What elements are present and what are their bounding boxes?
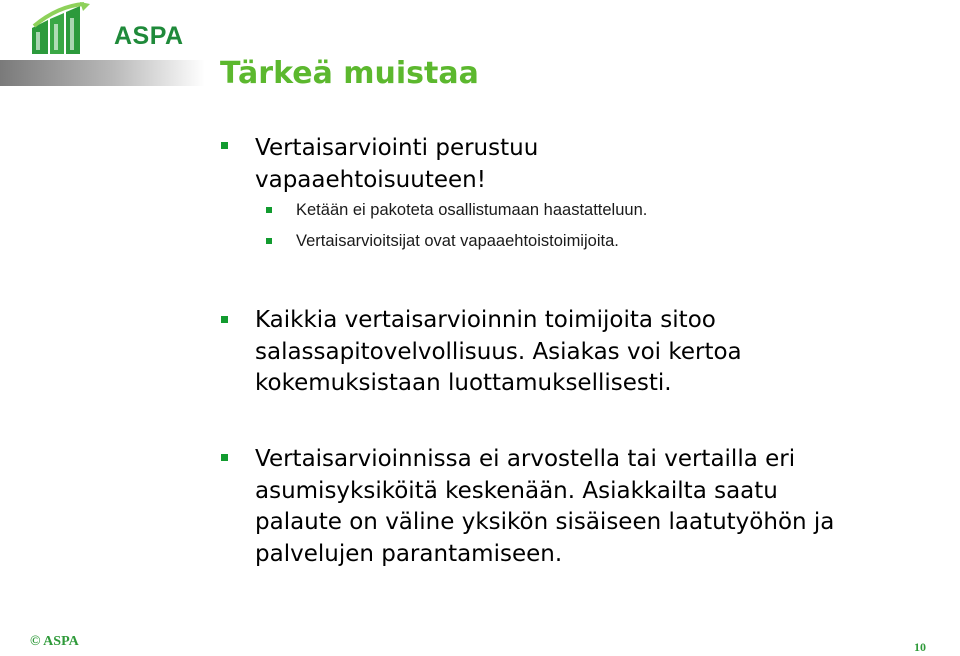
header-gradient-bar (0, 60, 205, 86)
sub-bullet-square-icon (266, 238, 272, 244)
aspa-logo (28, 2, 228, 62)
bullet-text: Vertaisarviointi perustuu vapaaehtoisuuteen! (255, 135, 539, 193)
slide-title: Tärkeä muistaa (220, 56, 479, 91)
bullet-square-icon (221, 316, 228, 323)
logo-text: ASPA (114, 22, 184, 50)
aspa-logo-icon (28, 2, 108, 62)
bullet-square-icon (221, 454, 228, 461)
bullet-text: Kaikkia vertaisarvioinnin toimijoita sitoo salassapitovelvollisuus. Asiakas voi kertoa kokemuksistaan luottamuksellisesti. (255, 307, 742, 396)
page-number: 10 (914, 640, 926, 654)
sub-bullet-square-icon (266, 207, 272, 213)
bullet-text: Vertaisarvioinnissa ei arvostella tai vertailla eri asumisyksiköitä keskenään. Asiakkailta saatu palaute on väline yksikön sisäiseen laatutyöhön ja palvelujen parantamiseen. (255, 446, 835, 567)
sub-bullet-text: Ketään ei pakoteta osallistumaan haastatteluun. (296, 201, 648, 219)
copyright: © ASPA (30, 634, 79, 649)
bullet-square-icon (221, 142, 228, 149)
sub-bullet-text: Vertaisarvioitsijat ovat vapaaehtoistoimijoita. (296, 232, 619, 250)
